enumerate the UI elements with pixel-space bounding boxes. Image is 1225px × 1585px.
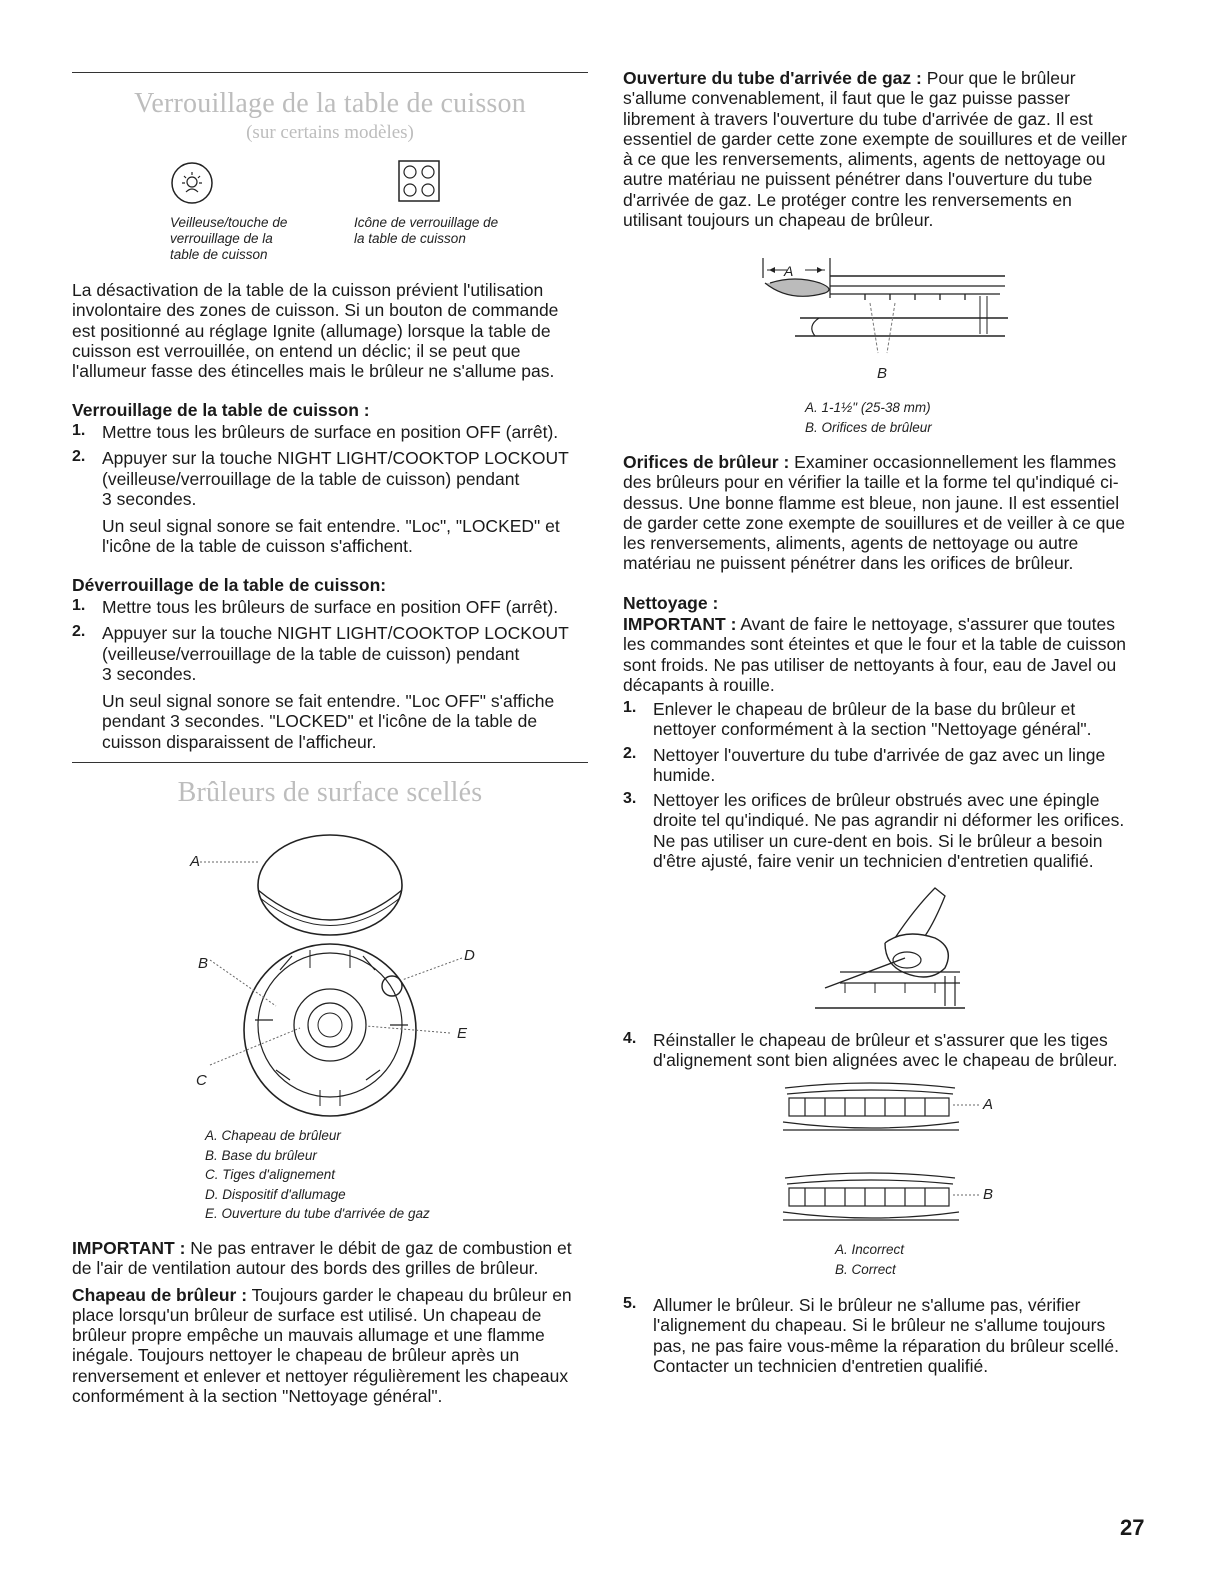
text-line: décapants à rouille. [623,674,775,695]
text-line: (veilleuse/verrouillage de la table de cuisson) pendant [102,643,520,664]
list-item [623,790,1153,871]
align-label-b: B [983,1186,994,1203]
text-line: Réinstaller le chapeau de brûleur et s'assurer que les tiges [653,1030,1108,1050]
diagram-label-c: C [196,1072,207,1089]
legend-item: C. Tiges d'alignement [205,1167,336,1182]
caption-line: Icône de verrouillage de [354,215,499,230]
list-item [623,1030,1153,1071]
gas-tube-diagram [755,258,1015,368]
step-number: 2. [72,448,86,466]
text-line: d'alignement sont bien alignées avec le chapeau de brûleur. [653,1050,1118,1071]
list-item [72,448,597,556]
night-light-lock-icon [169,160,215,206]
text-line: humide. [653,764,716,785]
text-line: pas, ne pas faire vous-même la réparation du brûleur scellé. [653,1335,1119,1356]
text-line: renversement et enlever et nettoyer régulièrement les chapeaux [72,1365,569,1386]
text-line: 3 secondes. [102,488,197,509]
text-line: brûleur propre empêche un mauvais allumage et une flamme [72,1325,545,1346]
diagram-label-a: A [190,853,201,870]
text-line: d'arrivée de gaz. Le protéger contre les renversements en [623,189,1072,210]
text-line: est positionné au réglage Ignite (allumage) lorsque la table de [72,320,551,341]
text-line: Appuyer sur la touche NIGHT LIGHT/COOKTOP LOCKOUT [102,623,569,644]
text-line: Examiner occasionnellement les flammes [789,452,1117,472]
text-line: les commandes sont éteintes et que le four et la table de cuisson [623,634,1126,655]
list-item [72,623,597,752]
text-line: Un seul signal sonore se fait entendre. "Loc", "LOCKED" et [102,516,560,537]
step-number: 1. [72,422,86,439]
text-line: Allumer le brûleur. Si le brûleur ne s'allume pas, vérifier [653,1295,1081,1315]
text-line: librement à travers l'ouverture du tube d'arrivée de gaz. Il est [623,108,1093,129]
text-line: place lorsqu'un brûleur de surface est utilisé. Un chapeau de [72,1304,542,1325]
text-line: d'être ajusté, faire venir un technicien d'entretien qualifié. [653,851,1094,872]
text-line: les renversements, aliments, agents de nettoyage ou autre [623,533,1079,554]
caption-line: A. Incorrect [835,1242,905,1257]
legend-item: A. Chapeau de brûleur [205,1128,341,1143]
diagram-label-e: E [457,1025,468,1042]
burner-diagram [180,820,500,1120]
diagram-label-b: B [198,955,209,972]
text-line: inégale. Toujours nettoyer le chapeau de brûleur après un [72,1345,520,1366]
text-line: à ce que les renversements, aliments, agents de nettoyage ou [623,149,1106,170]
text-line: La désactivation de la table de la cuisson prévient l'utilisation [72,280,544,300]
text-line: l'icône de la table de cuisson s'affichent. [102,536,413,557]
text-line: Contacter un technicien d'entretien qualifié. [653,1355,989,1376]
gas-label: Ouverture du tube d'arrivée de gaz : [623,68,922,88]
text-line: essentiel de garder cette zone exempte de souillures et de veiller [623,128,1127,149]
cleaning-heading: Nettoyage : [623,593,719,613]
text-line: utilisant toujours un chapeau de brûleur. [623,210,934,231]
cleaning-important [623,614,1153,695]
section-rule [72,762,588,763]
unlock-steps [72,597,597,752]
gas-diagram-label-b: B [877,365,888,382]
legend-item: E. Ouverture du tube d'arrivée de gaz [205,1206,430,1221]
text-line: Pour que le brûleur [921,68,1076,88]
list-item [623,745,1153,786]
unlock-heading: Déverrouillage de la table de cuisson: [72,575,387,595]
text-line: Ne pas entraver le débit de gaz de combustion et [185,1238,572,1258]
text-line: Nettoyer l'ouverture du tube d'arrivée de gaz avec un linge [653,744,1106,765]
caption-line: A. 1-1½" (25-38 mm) [805,400,931,415]
text-line: pendant 3 secondes. "LOCKED" et l'icône de la table de [102,711,538,732]
step-number: 1. [623,699,637,716]
list-item [623,1295,1153,1376]
text-line: Avant de faire le nettoyage, s'assurer que toutes [736,614,1115,634]
step-number: 1. [72,597,86,614]
text-line: Un seul signal sonore se fait entendre. "Loc OFF" s'affiche [102,691,555,712]
step-number: 5. [623,1295,637,1312]
lock-section-subtitle: (sur certains modèles) [246,122,414,143]
text-line: involontaire des zones de cuisson. Si un bouton de commande [72,300,559,321]
text-line: droite tel qu'indiqué. Ne pas agrandir ni déformer les orifices. [653,810,1125,831]
gas-tube-text [623,68,1153,230]
burner-important [72,1238,597,1406]
list-item [623,699,1153,740]
text-line: Toujours garder le chapeau du brûleur en [247,1284,572,1305]
page-number: 27 [1120,1515,1145,1540]
text-line: sont froids. Ne pas utiliser de nettoyants à four, eau de Javel ou [623,654,1117,675]
text-line: Enlever le chapeau de brûleur de la base du brûleur et [653,699,1076,719]
cleaning-important-label: IMPORTANT : [623,614,737,634]
text-line: dessus. Une bonne flamme est bleue, non jaune. Il est essentiel [623,492,1120,513]
caption-line: verrouillage de la [170,231,273,246]
gas-diagram-caption [805,398,932,438]
diagram-label-d: D [464,947,475,964]
burner-legend [205,1126,430,1224]
step-number: 2. [72,623,86,641]
caption-line: Veilleuse/touche de [170,215,288,230]
list-item [72,422,597,442]
caption-line: B. Correct [835,1262,896,1277]
lock-heading: Verrouillage de la table de cuisson : [72,400,370,420]
text-line: Mettre tous les brûleurs de surface en position OFF (arrêt). [102,422,559,442]
text-line: Nettoyer les orifices de brûleur obstrués avec une épingle [653,790,1100,811]
align-caption [835,1240,904,1280]
text-line: matériau ne puissent pénétrer dans les orifices de brûleur. [623,553,1074,574]
text-line: l'alignement du chapeau. Si le brûleur ne s'allume toujours [653,1315,1106,1336]
align-label-a: A [983,1096,994,1113]
legend-item: B. Base du brûleur [205,1147,317,1163]
step-number: 3. [623,790,637,808]
top-rule [72,72,588,73]
lock-steps [72,422,597,557]
step-number: 2. [623,744,637,762]
text-line: autre matériau ne puissent pénétrer dans l'ouverture du tube [623,169,1093,190]
text-line: des brûleurs pour en vérifier la taille et la forme tel qu'indiqué ci- [623,472,1119,493]
text-line: (veilleuse/verrouillage de la table de cuisson) pendant [102,468,520,489]
orifices-text [623,452,1153,574]
text-line: Mettre tous les brûleurs de surface en position OFF (arrêt). [102,597,559,617]
text-line: de garder cette zone exempte de souillures et de veiller à ce que [623,512,1125,533]
text-line: 3 secondes. [102,663,197,684]
text-line: cuisson disparaissent de l'afficheur. [102,731,377,752]
text-line: s'allume convenablement, il faut que le gaz puisse passer [623,88,1070,109]
text-line: conformément à la section "Nettoyage général". [72,1386,443,1407]
step-number: 4. [623,1030,637,1047]
cleaning-steps [623,699,1153,871]
text-line: nettoyer conformément à la section "Nettoyage général". [653,719,1092,740]
icon-caption-right [354,215,554,247]
cooktop-lock-icon [398,160,440,202]
cap-alignment-diagram [775,1080,995,1240]
cap-label: Chapeau de brûleur : [72,1284,248,1305]
icon-caption-left [170,215,330,263]
lock-intro [72,280,592,381]
step-five [623,1295,1153,1376]
lock-section-title: Verrouillage de la table de cuisson [134,88,526,119]
caption-line: table de cuisson [170,247,268,262]
list-item [72,597,597,617]
text-line: de l'air de ventilation autour des bords des grilles de brûleur. [72,1258,539,1279]
gas-diagram-label-a: A [784,263,794,279]
text-line: Appuyer sur la touche NIGHT LIGHT/COOKTOP LOCKOUT [102,448,569,469]
pin-cleaning-diagram [815,888,965,1013]
burner-section-title: Brûleurs de surface scellés [177,777,483,808]
important-label: IMPORTANT : [72,1238,186,1258]
legend-item: D. Dispositif d'allumage [205,1186,346,1202]
text-line: l'allumeur fasse des étincelles mais le brûleur ne s'allume pas. [72,361,555,382]
caption-line: la table de cuisson [354,231,466,246]
caption-line: B. Orifices de brûleur [805,420,932,435]
step-four [623,1030,1153,1071]
text-line: Ne pas utiliser un cure-dent en bois. Si le brûleur a besoin [653,830,1103,851]
orifices-label: Orifices de brûleur : [623,452,790,472]
text-line: cuisson est verrouillée, on entend un déclic; il se peut que [72,340,521,361]
